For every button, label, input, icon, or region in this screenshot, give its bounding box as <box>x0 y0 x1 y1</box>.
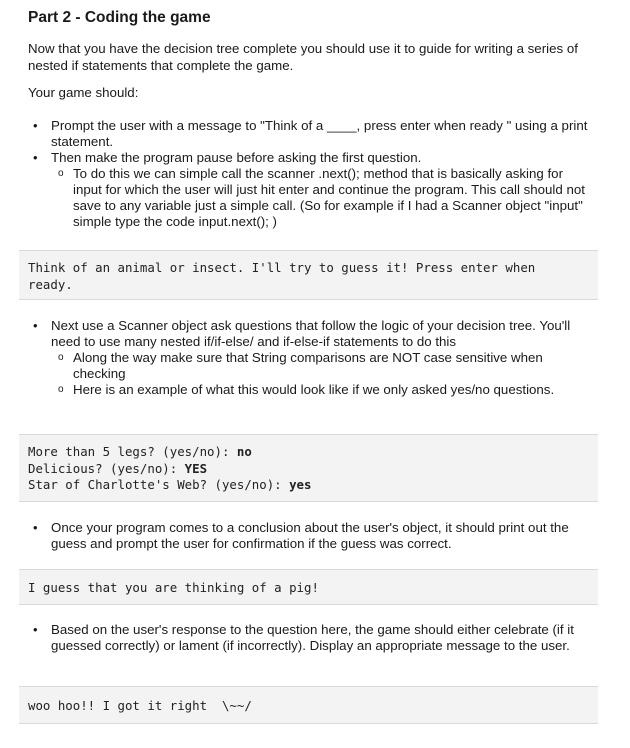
bullet-icon: • <box>33 520 38 535</box>
list-item-text: Prompt the user with a message to "Think of a ____, press enter when ready " using a print statement. <box>51 118 588 149</box>
bullet-icon: • <box>33 118 38 133</box>
code-line: I guess that you are thinking of a pig! <box>28 580 319 595</box>
code-line: Think of an animal or insect. I'll try to guess it! Press enter when <box>28 260 536 275</box>
bullet-icon: • <box>33 318 38 333</box>
question-prompt: Delicious? (yes/no): <box>28 460 185 476</box>
code-block-celebrate <box>19 686 598 724</box>
question-answer: YES <box>184 460 208 476</box>
code-line <box>28 444 598 461</box>
code-line <box>28 461 598 478</box>
sub-bullet-icon: o <box>58 352 64 363</box>
code-block-prompt <box>19 250 598 300</box>
question-prompt: More than 5 legs? (yes/no): <box>28 444 237 459</box>
list-item <box>0 318 630 350</box>
sub-bullet-icon: o <box>58 168 64 179</box>
question-answer: yes <box>289 477 312 492</box>
code-line: woo hoo!! I got it right \~~/ <box>28 698 252 713</box>
requirements-list-4 <box>0 622 630 654</box>
intro-paragraph: Now that you have the decision tree complete you should use it to guide for writing a series of nested if statements that complete the game. <box>28 41 578 73</box>
list-item <box>0 118 630 150</box>
bullet-icon: • <box>33 150 38 165</box>
sub-list-item <box>0 350 630 382</box>
page-title: Part 2 - Coding the game <box>28 9 211 26</box>
code-block-guess <box>19 569 598 605</box>
code-line <box>28 477 598 494</box>
list-item-text: Once your program comes to a conclusion about the user's object, it should print out the guess and prompt the user for confirmation if the guess was correct. <box>51 520 569 551</box>
requirements-list-3 <box>0 520 630 552</box>
question-prompt: Star of Charlotte's Web? (yes/no): <box>28 477 290 492</box>
requirements-list-2 <box>0 318 630 398</box>
list-item-text: Then make the program pause before asking the first question. <box>51 150 422 165</box>
list-item <box>0 520 630 552</box>
sub-list-item-text: Here is an example of what this would look like if we only asked yes/no questions. <box>73 382 555 397</box>
code-line: ready. <box>28 276 73 292</box>
sub-list-item-text: To do this we can simple call the scanner .next(); method that is basically asking for input for which the user will just hit enter and continue the program. This call should not save to any variable just a simple call. (So for example if I had a Scanner object "input" simple type the code input.next(); ) <box>73 166 585 229</box>
list-item-text: Next use a Scanner object ask questions that follow the logic of your decision tree. You'll need to use many nested if/if-else/ and if-else-if statements to do this <box>51 318 571 349</box>
requirements-list-1 <box>0 118 630 230</box>
sub-list-item <box>0 166 630 230</box>
list-item <box>0 622 630 654</box>
question-answer: no <box>236 444 252 459</box>
sub-list-item <box>0 382 630 398</box>
lead-text: Your game should: <box>28 85 139 100</box>
bullet-icon: • <box>33 622 38 637</box>
code-block-questions <box>19 434 598 502</box>
list-item <box>0 150 630 166</box>
sub-list-item-text: Along the way make sure that String comparisons are NOT case sensitive when checking <box>73 350 543 381</box>
list-item-text: Based on the user's response to the question here, the game should either celebrate (if it guessed correctly) or lament (if incorrectly). Display an appropriate message to the user. <box>51 622 574 653</box>
sub-bullet-icon: o <box>58 384 64 395</box>
